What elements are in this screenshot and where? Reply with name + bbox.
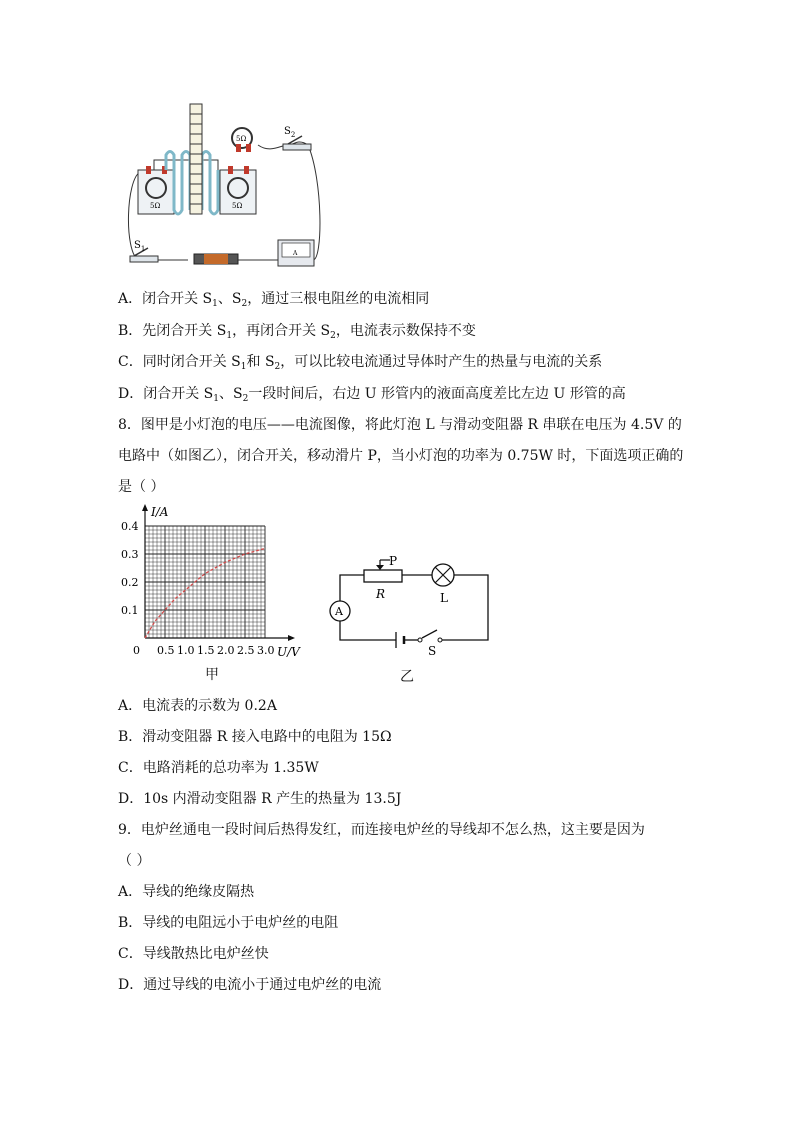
q8-stem-line-3: 是（ ） xyxy=(118,479,165,495)
ammeter-glyph: A xyxy=(293,250,298,257)
ammeter-label-a: A xyxy=(335,605,343,618)
q7-option-d: D．闭合开关 $S_1$、$S_2$一段时间后，右边 U 形管内的液面高度差比左边 U 形管的高 xyxy=(118,386,626,404)
y-tick-label: 0.2 xyxy=(121,576,139,589)
x-tick-label: 3.0 xyxy=(257,644,275,657)
slider-label-p: P xyxy=(389,554,398,568)
q9-option-b: B．导线的电阻远小于电炉丝的电阻 xyxy=(118,915,339,931)
x-tick-label: 0 xyxy=(133,644,140,657)
q7-option-c: C．同时闭合开关 $S_1$和 $S_2$，可以比较电流通过导体时产生的热量与电流的关系 xyxy=(118,354,603,372)
rheostat-label-r: R xyxy=(376,587,386,601)
y-tick-label: 0.3 xyxy=(121,548,139,561)
q8-option-b: B．滑动变阻器 R 接入电路中的电阻为 15Ω xyxy=(118,729,392,745)
x-tick-label: 2.5 xyxy=(237,644,255,657)
chart-grid xyxy=(145,526,265,638)
circuit-caption: 乙 xyxy=(400,669,414,685)
q8-option-d: D．10s 内滑动变阻器 R 产生的热量为 13.5J xyxy=(118,791,402,807)
x-tick-label: 2.0 xyxy=(217,644,235,657)
q7-option-a: A．闭合开关 $S_1$、$S_2$，通过三根电阻丝的电流相同 xyxy=(118,291,430,309)
chart-caption: 甲 xyxy=(205,667,219,683)
right-resistor-label: 5Ω xyxy=(232,202,243,210)
q8-option-c: C．电路消耗的总功率为 1.35W xyxy=(118,760,319,776)
q9-option-c: C．导线散热比电炉丝快 xyxy=(118,946,269,962)
q8-stem-line-1: 8．图甲是小灯泡的电压——电流图像，将此灯泡 L 与滑动变阻器 R 串联在电压为 4.5V 的 xyxy=(118,417,682,433)
switch-label-s: S xyxy=(428,644,437,658)
q9-stem-line-2: （ ） xyxy=(118,853,151,869)
q7-option-b: B．先闭合开关 $S_1$，再闭合开关 $S_2$，电流表示数保持不变 xyxy=(118,323,476,341)
y-axis-label: I/A xyxy=(151,505,169,519)
x-tick-label: 0.5 xyxy=(157,644,175,657)
q9-stem-line-1: 9．电炉丝通电一段时间后热得发红，而连接电炉丝的导线却不怎么热，这主要是因为 xyxy=(118,822,645,838)
x-axis-arrow xyxy=(288,635,295,641)
top-resistor-label: 5Ω xyxy=(236,135,247,143)
circuit-diagram xyxy=(318,552,498,662)
y-axis-arrow xyxy=(142,504,148,511)
lamp-label-l: L xyxy=(440,591,448,605)
q9-option-a: A．导线的绝缘皮隔热 xyxy=(118,884,255,900)
switch-s2-label: $S_2$ xyxy=(284,126,296,139)
switch-s1-label: $S_1$ xyxy=(134,240,146,253)
joule-heating-apparatus-figure xyxy=(118,100,333,272)
rheostat-symbol xyxy=(364,570,402,582)
x-axis-label: U/V xyxy=(277,645,300,659)
x-tick-label: 1.0 xyxy=(177,644,195,657)
chart-ticks xyxy=(121,520,275,657)
chart-axes xyxy=(142,504,301,659)
y-tick-label: 0.1 xyxy=(121,604,139,617)
switch-symbol xyxy=(422,630,437,638)
x-tick-label: 1.5 xyxy=(197,644,215,657)
y-tick-label: 0.4 xyxy=(121,520,139,533)
q8-option-a: A．电流表的示数为 0.2A xyxy=(118,698,277,714)
q8-stem-line-2: 电路中（如图乙），闭合开关，移动滑片 P，当小灯泡的功率为 0.75W 时，下面选项正确的 xyxy=(118,448,684,464)
iu-chart xyxy=(115,500,315,665)
left-resistor-label: 5Ω xyxy=(150,202,161,210)
q9-option-d: D．通过导线的电流小于通过电炉丝的电流 xyxy=(118,977,382,993)
